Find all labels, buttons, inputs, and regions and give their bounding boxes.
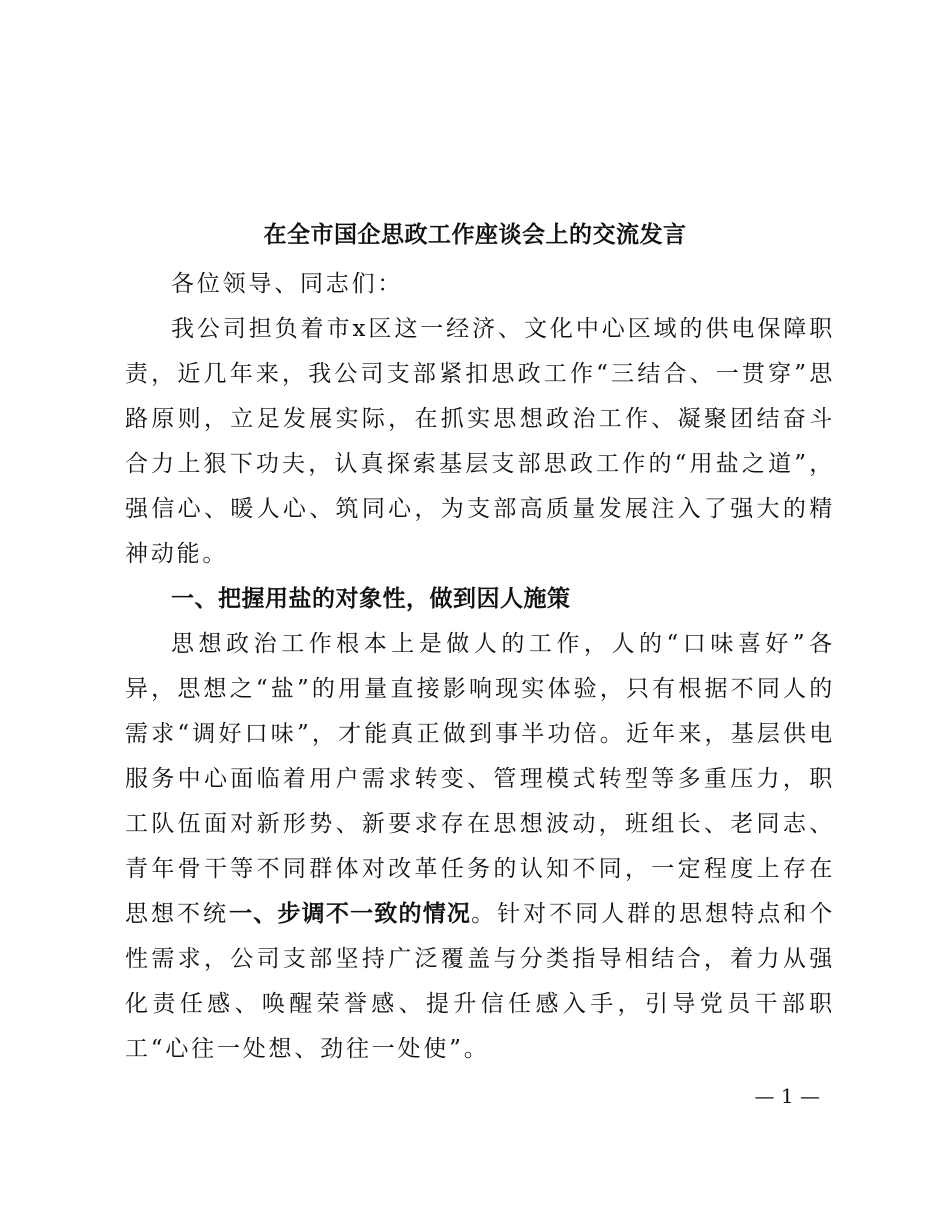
page-number: — 1 — bbox=[754, 1084, 820, 1108]
paragraph-2-text-a: 思想政治工作根本上是做人的工作，人的“口味喜好”各异，思想之“盐”的用量直接影响现实体验，只有根据不同人的需求“调好口味”，才能真正做到事半功倍。近年来，基层供电服务中心面临着用户需求转变、管理模式转型等多重压力，职工队伍面对新形势、新要求存在思想波动，班组长、老同志、青年骨干等不同群体对改革任务的认知不同，一定程度上存在思想不统 bbox=[125, 631, 835, 927]
paragraph-2 bbox=[125, 622, 835, 1072]
document-body bbox=[125, 262, 835, 1072]
document-title: 在全市国企思政工作座谈会上的交流发言 bbox=[263, 221, 687, 248]
paragraph-1: 我公司担负着市x区这一经济、文化中心区域的供电保障职责，近几年来，我公司支部紧扣思政工作“三结合、一贯穿”思路原则，立足发展实际，在抓实思想政治工作、凝聚团结奋斗合力上狠下功夫，认真探索基层支部思政工作的“用盐之道”，强信心、暖人心、筑同心，为支部高质量发展注入了强大的精神动能。 bbox=[125, 316, 835, 567]
salutation: 各位领导、同志们： bbox=[171, 271, 404, 297]
section-1-heading: 一、把握用盐的对象性，做到因人施策 bbox=[171, 586, 571, 612]
paragraph-2-text-c: 。针对不同人群的思想特点和个性需求，公司支部坚持广泛覆盖与分类指导相结合，着力从强化责任感、唤醒荣誉感、提升信任感入手，引导党员干部职工“心往一处想、劲往一处使”。 bbox=[125, 901, 836, 1062]
paragraph-2-highlight: 一、步调不一致的情况 bbox=[229, 901, 472, 927]
